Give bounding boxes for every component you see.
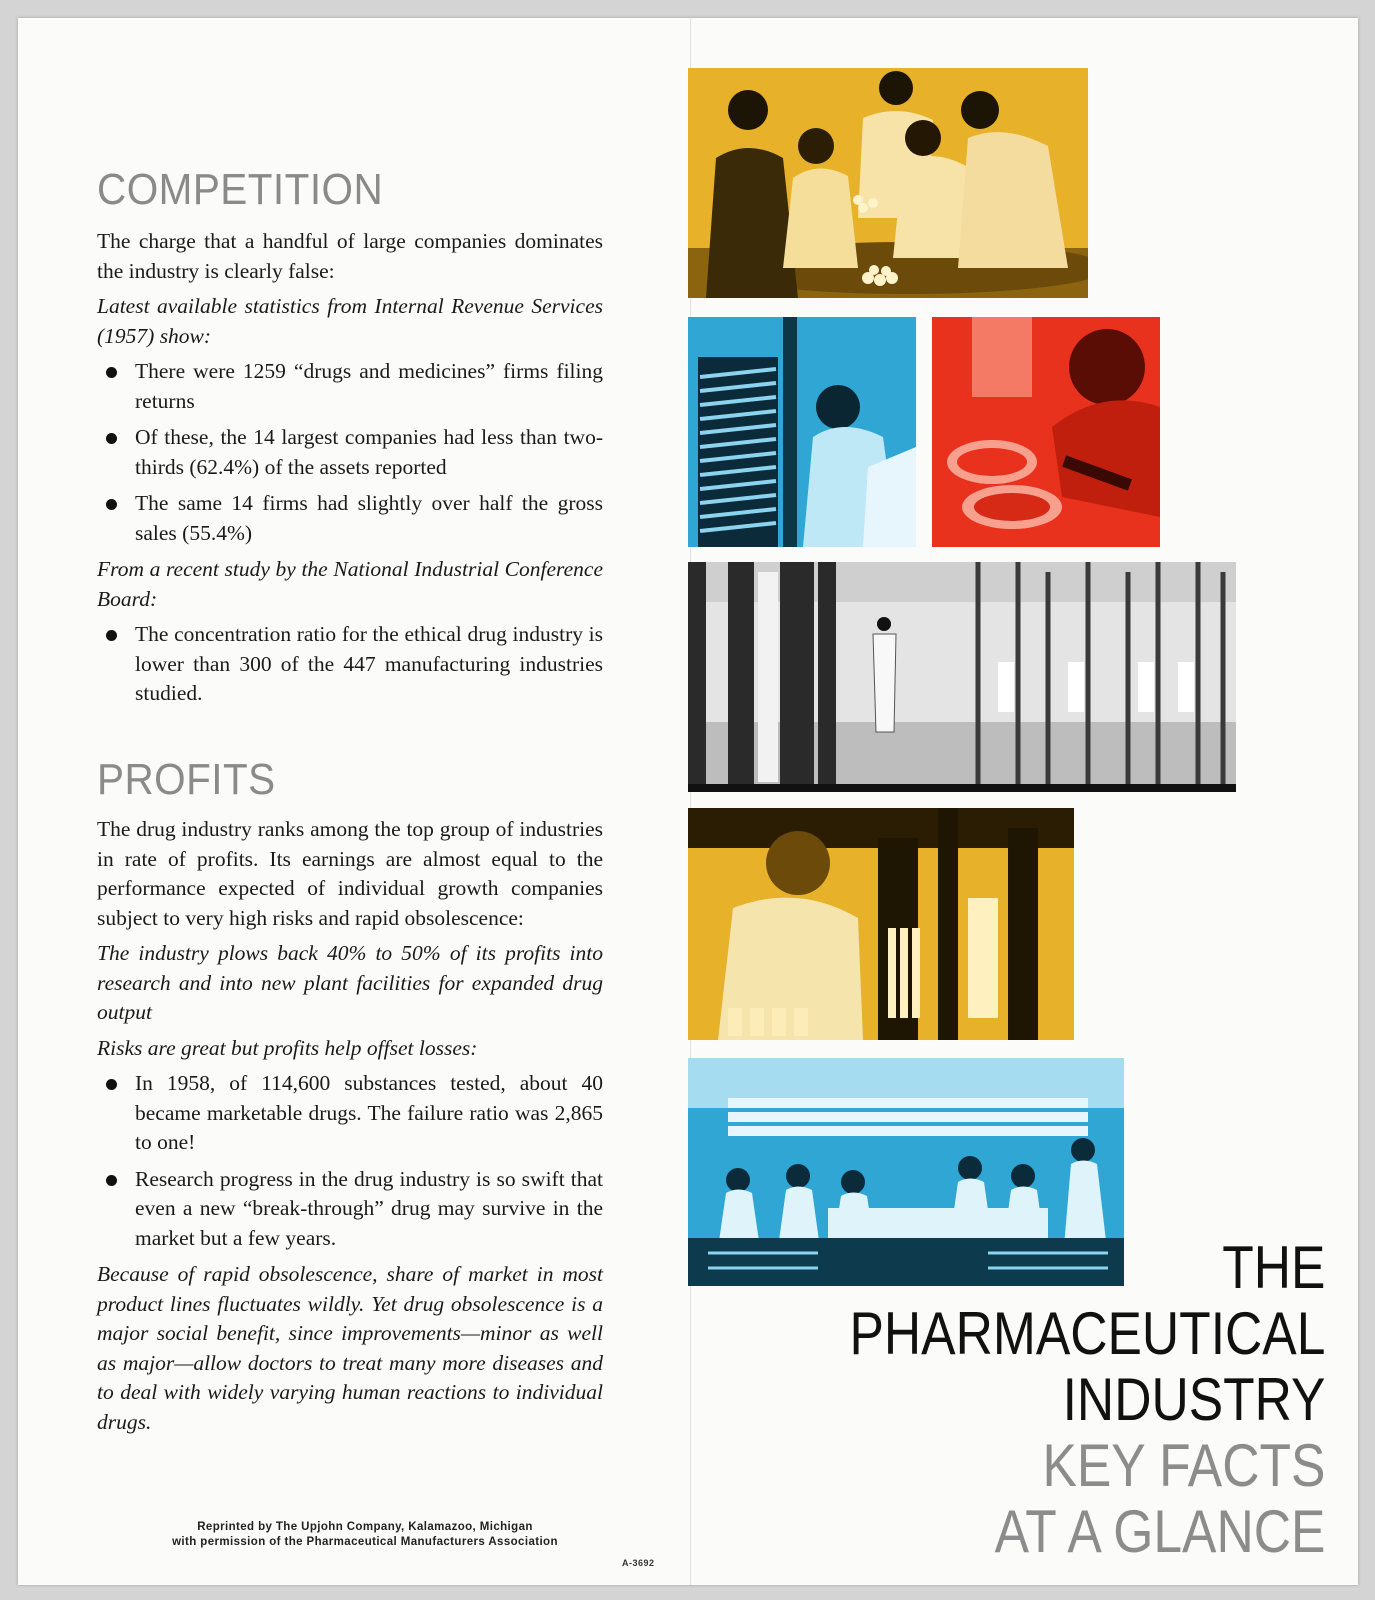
bullet-icon [106,1175,117,1186]
title-line-industry: INDUSTRY [1062,1366,1325,1433]
list-item [97,1069,603,1158]
competition-section [97,165,603,716]
competition-source-nicb: From a recent study by the National Industrial Conference Board: [97,557,603,611]
list-item-text: There were 1259 “drugs and medicines” firms filing returns [135,359,603,413]
profits-intro: The drug industry ranks among the top group of industries in rate of profits. Its earnings are almost equal to the performance expected of individual growth companies subject to very high risks and rapid obsolescence: [97,817,603,930]
list-item-text: Research progress in the drug industry is so swift that even a new “break-through” drug may survive in the market but a few years. [135,1166,603,1250]
profits-section [97,755,603,1443]
profits-heading: PROFITS [97,755,276,804]
photo-lab-red [932,317,1160,547]
cover-title [772,1235,1325,1565]
list-item-text: Of these, the 14 largest companies had less than two-thirds (62.4%) of the assets reported [135,425,603,479]
competition-heading: COMPETITION [97,165,384,214]
competition-intro: The charge that a handful of large companies dominates the industry is clearly false: [97,229,603,283]
credit-line-1: Reprinted by The Upjohn Company, Kalamazoo, Michigan [197,1521,533,1533]
subtitle-line-at-a-glance: AT A GLANCE [994,1498,1325,1565]
credit-line-2: with permission of the Pharmaceutical Manufacturers Association [172,1536,558,1548]
profits-closing: Because of rapid obsolescence, share of market in most product lines fluctuates wildly. Yet drug obsolescence is a major social benefit, since improvements—minor as well as major—allow doctors to treat many more diseases and to deal with widely varying human reactions to individual drugs. [97,1262,603,1434]
profits-list [97,1069,603,1253]
competition-nicb-list [97,620,603,709]
list-item-text: The same 14 firms had slightly over half the gross sales (55.4%) [135,491,603,545]
profits-risks: Risks are great but profits help offset losses: [97,1035,478,1060]
photo-machinery-blue [688,317,916,547]
competition-source-irs: Latest available statistics from Internal Revenue Services (1957) show: [97,294,603,348]
photo-factory-hall [688,562,1236,792]
photo-lab-group-yellow [688,68,1088,298]
profits-plow-back: The industry plows back 40% to 50% of its profits into research and into new plant facilities for expanded drug output [97,941,603,1024]
form-code: A-3692 [622,1558,655,1568]
bullet-icon [106,367,117,378]
reprint-credit [120,1520,610,1550]
list-item [97,357,603,416]
list-item [97,620,603,709]
bullet-icon [106,499,117,510]
competition-irs-list [97,357,603,548]
bullet-icon [106,630,117,641]
title-line-pharmaceutical: PHARMACEUTICAL [849,1300,1325,1367]
title-line-the: THE [1221,1234,1325,1301]
bullet-icon [106,433,117,444]
subtitle-line-key-facts: KEY FACTS [1042,1432,1325,1499]
list-item [97,423,603,482]
photo-chemist-yellow [688,808,1074,1040]
list-item-text: The concentration ratio for the ethical drug industry is lower than 300 of the 447 manufacturing industries studied. [135,622,603,705]
list-item-text: In 1958, of 114,600 substances tested, about 40 became marketable drugs. The failure ratio was 2,865 to one! [135,1071,603,1154]
list-item [97,1165,603,1254]
list-item [97,489,603,548]
bullet-icon [106,1079,117,1090]
